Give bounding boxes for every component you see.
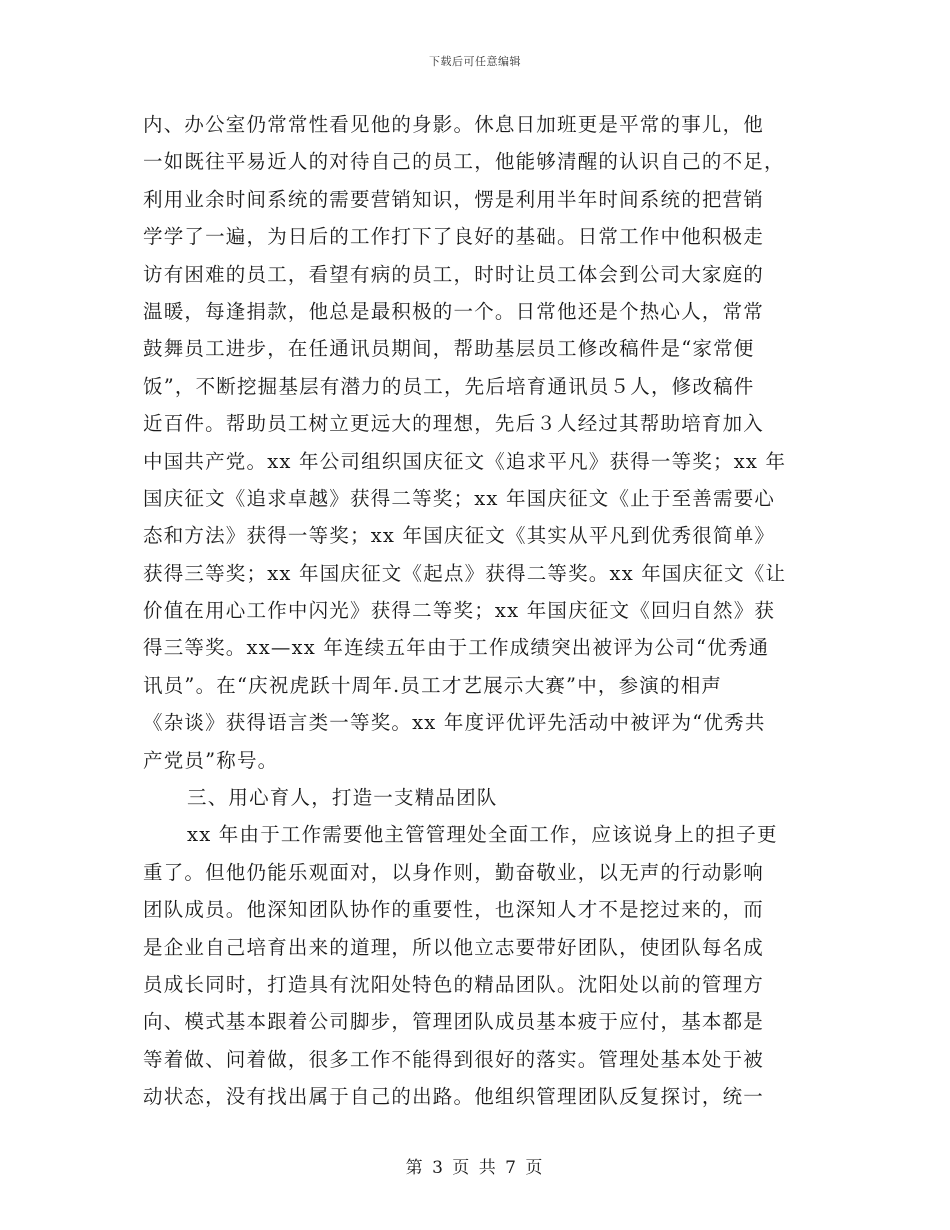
text-line: 等着做、问着做，很多工作不能得到很好的落实。管理处基本处于被 [143, 1047, 765, 1071]
text-line: 态和方法》获得一等奖；xx 年国庆征文《其实从平凡到优秀很简单》 [143, 524, 776, 548]
text-line: 价值在用心工作中闪光》获得二等奖；xx 年国庆征文《回归自然》获 [143, 599, 776, 623]
text-line: 员成长同时，打造具有沈阳处特色的精品团队。沈阳处以前的管理方 [143, 972, 765, 996]
text-line: 重了。但他仍能乐观面对，以身作则，勤奋敬业，以无声的行动影响 [143, 860, 765, 884]
text-line: 温暖，每逢捐款，他总是最积极的一个。日常他还是个热心人，常常 [143, 299, 765, 323]
section-heading: 三、用心育人，打造一支精品团队 [187, 786, 498, 810]
text-line: 国庆征文《追求卓越》获得二等奖；xx 年国庆征文《止于至善需要心 [143, 486, 776, 510]
text-line: 是企业自己培育出来的道理，所以他立志要带好团队，使团队每名成 [143, 935, 765, 959]
page-number: 第 3 页 共 7 页 [405, 1158, 545, 1178]
text-line: 饭”，不断挖掘基层有潜力的员工，先后培育通讯员５人，修改稿件 [143, 374, 755, 398]
text-line: 一如既往平易近人的对待自己的员工，他能够清醒的认识自己的不足， [143, 150, 785, 174]
text-line: 利用业余时间系统的需要营销知识，愣是利用半年时间系统的把营销 [143, 187, 765, 211]
text-line: 中国共产党。xx 年公司组织国庆征文《追求平凡》获得一等奖；xx 年 [143, 449, 787, 473]
text-line: 团队成员。他深知团队协作的重要性，也深知人才不是挖过来的，而 [143, 898, 765, 922]
text-line: 《杂谈》获得语言类一等奖。xx 年度评优评先活动中被评为“优秀共 [143, 711, 766, 735]
text-line: 得三等奖。xx—xx 年连续五年由于工作成绩突出被评为公司“优秀通 [143, 636, 770, 660]
document-body [143, 106, 807, 1116]
paragraph-first-line: xx 年由于工作需要他主管管理处全面工作，应该说身上的担子更 [187, 823, 778, 847]
text-line: 动状态，没有找出属于自己的出路。他组织管理团队反复探讨，统一 [143, 1085, 765, 1109]
text-line: 获得三等奖；xx 年国庆征文《起点》获得二等奖。xx 年国庆征文《让 [143, 561, 787, 585]
page-header: 下载后可任意编辑 [429, 55, 521, 68]
text-line: 产党员”称号。 [143, 748, 279, 772]
text-line: 讯员”。在“庆祝虎跃十周年.员工才艺展示大赛”中，参演的相声 [143, 673, 723, 697]
text-line: 鼓舞员工进步，在任通讯员期间，帮助基层员工修改稿件是“家常便 [143, 337, 755, 361]
text-line: 近百件。帮助员工树立更远大的理想，先后３人经过其帮助培育加入 [143, 412, 765, 436]
text-line: 向、模式基本跟着公司脚步，管理团队成员基本疲于应付，基本都是 [143, 1010, 765, 1034]
text-line: 内、办公室仍常常性看见他的身影。休息日加班更是平常的事儿，他 [143, 113, 765, 136]
text-line: 学学了一遍，为日后的工作打下了良好的基础。日常工作中他积极走 [143, 225, 765, 249]
text-line: 访有困难的员工，看望有病的员工，时时让员工体会到公司大家庭的 [143, 262, 765, 286]
